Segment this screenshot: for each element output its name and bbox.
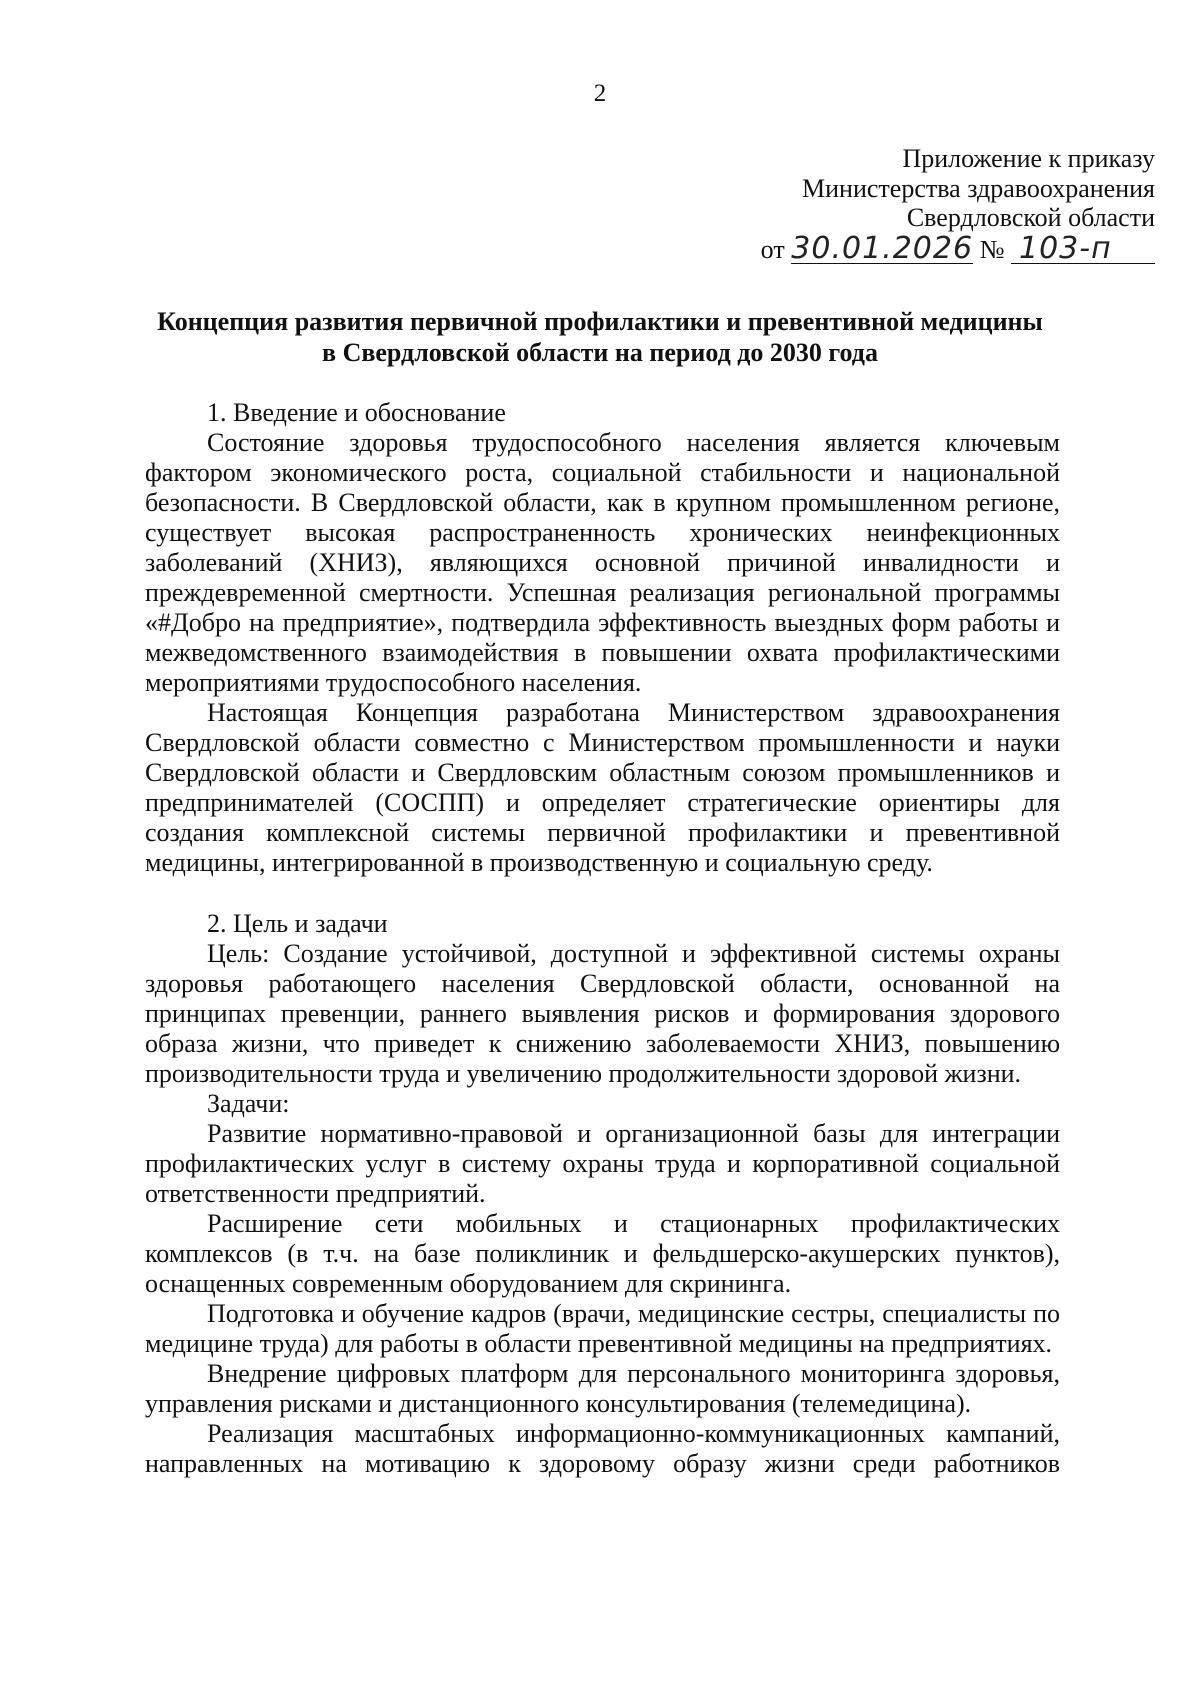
document-body (145, 398, 1060, 1479)
appendix-line-1: Приложение к приказу (902, 144, 1155, 173)
appendix-line-3: Свердловской области (906, 203, 1155, 232)
section-2-heading: 2. Цель и задачи (207, 909, 388, 938)
page-number: 2 (593, 80, 607, 107)
section-2-task-2: Расширение сети мобильных и стационарных профилактических комплексов (в т.ч. на базе поликлиник и фельдшерско-акушерских пунктов), оснащенных современным оборудованием для скрининга. (145, 1209, 1060, 1298)
section-1-paragraph-1: Состояние здоровья трудоспособного населения является ключевым фактором экономического роста, социальной стабильности и национальной безопасности. В Свердловской области, как в крупном промышленном регионе, существует высокая распространенность хронических неинфекционных заболеваний (ХНИЗ), являющихся основной причиной инвалидности и преждевременной смертности. Успешная реализация региональной программы «#Добро на предприятие», подтвердила эффективность выездных форм работы и межведомственного взаимодействия в повышении охвата профилактическими мероприятиями трудоспособного населения. (145, 428, 1060, 697)
order-date-number-line (760, 230, 1155, 266)
appendix-line-2: Министерства здравоохранения (802, 173, 1155, 203)
section-2-task-5: Реализация масштабных информационно-коммуникационных кампаний, направленных на мотивацию к здоровому образу жизни среди работников (145, 1419, 1060, 1478)
section-2-tasks-label: Задачи: (207, 1089, 290, 1118)
section-2-goal: Цель: Создание устойчивой, доступной и эффективной системы охраны здоровья работающего населения Свердловской области, основанной на принципах превенции, раннего выявления рисков и формирования здорового образа жизни, что приведет к снижению заболеваемости ХНИЗ, повышению производительности труда и увеличению продолжительности здоровой жизни. (145, 939, 1060, 1088)
number-prefix: № (979, 234, 1005, 264)
handwritten-number: 103-п (1019, 230, 1112, 266)
appendix-block (761, 144, 1155, 264)
section-1-paragraph-2: Настоящая Концепция разработана Министерством здравоохранения Свердловской области совместно с Министерством промышленности и науки Свердловской области и Свердловским областным союзом промышленников и предпринимателей (СОСПП) и определяет стратегические ориентиры для создания комплексной системы первичной профилактики и превентивной медицины, интегрированной в производственную и социальную среду. (145, 698, 1060, 877)
document-title-line-2: в Свердловской области на период до 2030 года (322, 338, 878, 367)
handwritten-date: 30.01.2026 (791, 230, 974, 266)
order-date-field (791, 230, 974, 266)
section-2-task-4: Внедрение цифровых платформ для персонального мониторинга здоровья, управления рисками и дистанционного консультирования (телемедицина). (145, 1359, 1060, 1418)
document-title (140, 306, 1060, 368)
section-gap (145, 878, 1060, 909)
section-1-heading: 1. Введение и обоснование (207, 398, 506, 427)
section-2-task-3: Подготовка и обучение кадров (врачи, медицинские сестры, специалисты по медицине труда) для работы в области превентивной медицины на предприятиях. (145, 1299, 1060, 1358)
section-2-task-1: Развитие нормативно-правовой и организационной базы для интеграции профилактических услуг в систему охраны труда и корпоративной социальной ответственности предприятий. (145, 1119, 1060, 1208)
date-prefix: от (760, 234, 785, 264)
document-title-line-1: Концепция развития первичной профилактики и превентивной медицины (157, 307, 1043, 336)
order-number-field (1011, 230, 1155, 266)
